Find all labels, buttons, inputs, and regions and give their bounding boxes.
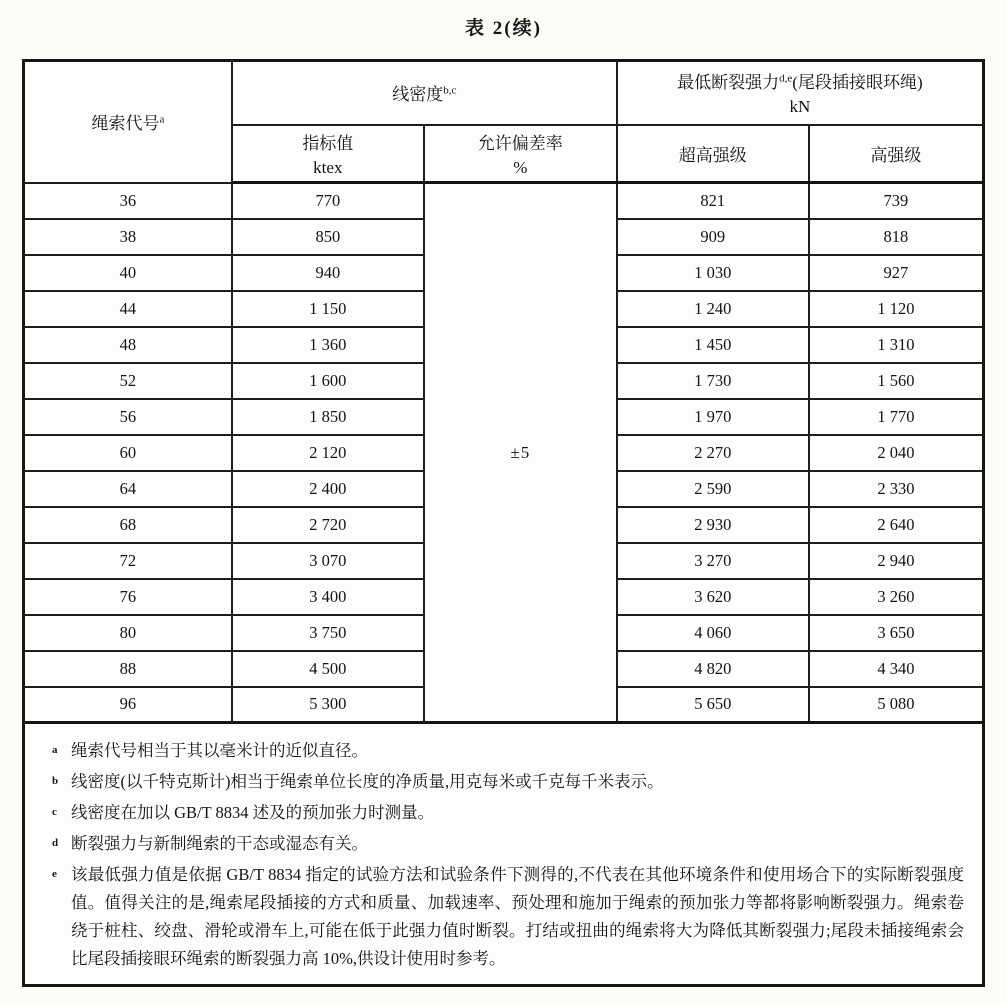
high-grade-cell: 1 770 [809, 399, 984, 435]
col-header-linear-density: 线密度$^{b,c}$ [232, 61, 617, 125]
footnotes [45, 737, 964, 973]
min-breaking-title: 最低断裂强力$^{d,e}$(尾段插接眼环绳) [677, 72, 923, 93]
table-row [24, 183, 984, 219]
high-grade-cell: 3 650 [809, 615, 984, 651]
table-header [24, 61, 984, 183]
footnote-text: 线密度在加以 GB/T 8834 述及的预加张力时测量。 [71, 803, 435, 822]
ktex-value-cell: 770 [232, 183, 424, 219]
rope-code-cell: 48 [24, 327, 232, 363]
high-grade-cell: 1 120 [809, 291, 984, 327]
ktex-value-cell: 5 300 [232, 687, 424, 723]
col-header-high-grade: 高强级 [809, 125, 984, 183]
high-grade-cell: 2 640 [809, 507, 984, 543]
ultra-high-grade-cell: 909 [617, 219, 809, 255]
footnote-text: 该最低强力值是依据 GB/T 8834 指定的试验方法和试验条件下测得的,不代表在其他环境条件和使用场合下的实际断裂强度值。值得关注的是,绳索尾段插接的方式和质量、加载速率、预处理和施加于绳索的预加张力等都将影响断裂强力。绳索卷绕于桩柱、绞盘、滑轮或滑车上,可能在低于此强力值时断裂。打结或扭曲的绳索将大为降低其断裂强力;尾段未插接绳索会比尾段插接眼环绳索的断裂强力高 10%,供设计使用时参考。 [71, 865, 964, 968]
ultra-high-grade-cell: 5 650 [617, 687, 809, 723]
min-breaking-footnote-marker: d,e [779, 72, 793, 85]
ultra-high-grade-cell: 2 590 [617, 471, 809, 507]
rope-code-cell: 40 [24, 255, 232, 291]
footnote-marker: d [52, 837, 59, 849]
rope-code-cell: 96 [24, 687, 232, 723]
rope-code-footnote-marker: a [159, 113, 165, 126]
rope-code-cell: 52 [24, 363, 232, 399]
footnote [45, 737, 964, 765]
high-grade-cell: 3 260 [809, 579, 984, 615]
ktex-value-cell: 850 [232, 219, 424, 255]
tolerance-value-cell: ±5 [424, 183, 617, 723]
ultra-high-grade-cell: 4 060 [617, 615, 809, 651]
ultra-high-grade-cell: 1 240 [617, 291, 809, 327]
ktex-value-cell: 1 360 [232, 327, 424, 363]
ktex-value-cell: 1 150 [232, 291, 424, 327]
ultra-high-grade-cell: 2 270 [617, 435, 809, 471]
col-header-ultra-high-grade: 超高强级 [617, 125, 809, 183]
ultra-high-grade-cell: 1 450 [617, 327, 809, 363]
high-grade-cell: 5 080 [809, 687, 984, 723]
ultra-high-grade-cell: 1 030 [617, 255, 809, 291]
footnote-text: 绳索代号相当于其以毫米计的近似直径。 [71, 741, 368, 760]
col-header-tolerance: 允许偏差率 % [424, 125, 617, 183]
index-value-unit: ktex [313, 157, 343, 177]
high-grade-cell: 927 [809, 255, 984, 291]
footnote-marker: e [52, 868, 57, 880]
footnotes-cell [24, 723, 984, 986]
ultra-high-grade-cell: 3 620 [617, 579, 809, 615]
rope-code-cell: 64 [24, 471, 232, 507]
ktex-value-cell: 2 720 [232, 507, 424, 543]
footnote-marker: c [52, 806, 57, 818]
page-title: 表 2(续) [465, 18, 542, 39]
rope-code-cell: 38 [24, 219, 232, 255]
ktex-value-cell: 2 400 [232, 471, 424, 507]
min-breaking-unit: kN [789, 97, 811, 117]
rope-code-cell: 76 [24, 579, 232, 615]
footnote [45, 861, 964, 973]
tolerance-unit: % [513, 157, 528, 177]
footnote-marker: b [52, 775, 59, 787]
rope-code-cell: 44 [24, 291, 232, 327]
rope-spec-table [22, 59, 985, 987]
ktex-value-cell: 1 600 [232, 363, 424, 399]
high-grade-cell: 2 940 [809, 543, 984, 579]
rope-code-cell: 88 [24, 651, 232, 687]
high-grade-cell: 4 340 [809, 651, 984, 687]
ktex-value-cell: 4 500 [232, 651, 424, 687]
high-grade-cell: 1 310 [809, 327, 984, 363]
ktex-value-cell: 3 750 [232, 615, 424, 651]
high-grade-cell: 818 [809, 219, 984, 255]
rope-code-cell: 56 [24, 399, 232, 435]
ultra-high-grade-cell: 1 730 [617, 363, 809, 399]
footnote-marker: a [52, 744, 58, 756]
col-header-index-value: 指标值 ktex [232, 125, 424, 183]
table-footer [24, 723, 984, 986]
ktex-value-cell: 3 400 [232, 579, 424, 615]
footnote [45, 799, 964, 827]
ultra-high-grade-cell: 3 270 [617, 543, 809, 579]
ultra-high-grade-cell: 821 [617, 183, 809, 219]
footnote [45, 830, 964, 858]
high-grade-cell: 2 330 [809, 471, 984, 507]
ktex-value-cell: 1 850 [232, 399, 424, 435]
high-grade-cell: 739 [809, 183, 984, 219]
rope-code-cell: 72 [24, 543, 232, 579]
high-grade-cell: 1 560 [809, 363, 984, 399]
rope-code-cell: 60 [24, 435, 232, 471]
ultra-high-grade-cell: 2 930 [617, 507, 809, 543]
table-body [24, 183, 984, 723]
ultra-high-grade-cell: 1 970 [617, 399, 809, 435]
ktex-value-cell: 3 070 [232, 543, 424, 579]
ktex-value-cell: 2 120 [232, 435, 424, 471]
rope-code-cell: 80 [24, 615, 232, 651]
footnote-text: 线密度(以千特克斯计)相当于绳索单位长度的净质量,用克每米或千克每千米表示。 [71, 772, 664, 791]
ultra-high-grade-cell: 4 820 [617, 651, 809, 687]
high-grade-cell: 2 040 [809, 435, 984, 471]
linear-density-footnote-marker: b,c [443, 84, 457, 97]
ktex-value-cell: 940 [232, 255, 424, 291]
col-header-rope-code: 绳索代号$^a$ [24, 61, 232, 183]
col-header-min-breaking-strength [617, 61, 984, 125]
footnote-text: 断裂强力与新制绳索的干态或湿态有关。 [71, 834, 368, 853]
rope-code-cell: 36 [24, 183, 232, 219]
footnote [45, 768, 964, 796]
rope-code-cell: 68 [24, 507, 232, 543]
